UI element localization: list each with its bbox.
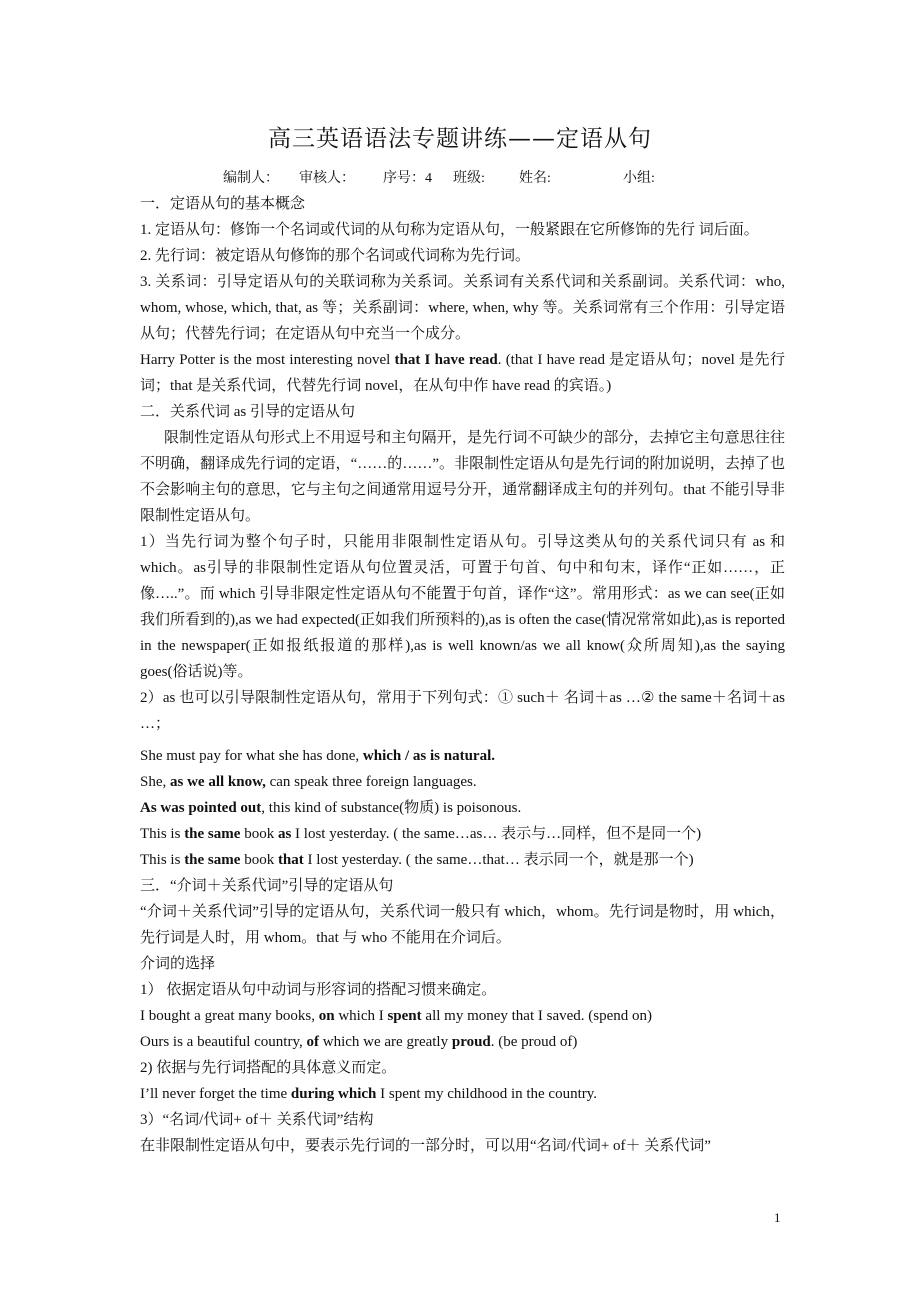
example-highlight: the same: [184, 826, 241, 842]
example-text: I’ll never forget the time: [140, 1086, 291, 1102]
meta-editor: 编制人：: [223, 171, 279, 186]
subheading-preposition-choice: 介词的选择: [140, 956, 216, 972]
page-number: 1: [774, 1210, 781, 1225]
rule-antecedent-meaning: 2) 依据与先行词搭配的具体意义而定。: [140, 1060, 397, 1076]
example-highlight: As was pointed out: [140, 800, 262, 816]
rule-preposition-relative: “介词＋关系代词”引导的定语从句，关系代词一般只有 which，whom。先行词是物时，用 which，先行词是人时，用 whom。that 与 who 不能用在介词后。: [140, 904, 785, 946]
example-text: , this kind of substance(物质) is poisonous.: [261, 800, 522, 816]
example-highlight: that I have read: [394, 352, 498, 368]
rule-as-restrictive: 2）as 也可以引导限制性定语从句，常用于下列句式：① such＋ 名词＋as …② the same＋名词＋as …；: [140, 690, 785, 732]
example-substance: [140, 795, 785, 821]
example-same-as: [140, 821, 785, 847]
example-highlight: proud: [451, 1034, 491, 1050]
example-highlight: as we all know,: [170, 774, 266, 790]
example-text: which I: [334, 1008, 388, 1024]
example-note: . (that I have read 是定语从句；novel 是先行词；that 是关系代词，代替先行词 novel，在从句中作 have read 的宾语。): [140, 352, 785, 394]
example-text: I spent my childhood in the country.: [376, 1086, 598, 1102]
example-text: which we are greatly: [319, 1034, 452, 1050]
meta-group: 小组:: [623, 171, 655, 186]
example-highlight: that: [277, 852, 304, 868]
section-1-heading: 一．定语从句的基本概念: [140, 196, 306, 212]
example-text: . (be proud of): [490, 1034, 578, 1050]
example-proud-of: [140, 1029, 785, 1055]
meta-class: 班级:: [453, 171, 485, 186]
example-spend-on: [140, 1003, 785, 1029]
document-body: [140, 191, 785, 1159]
example-text: Harry Potter is the most interesting novel: [140, 352, 395, 368]
rule-noun-of-relative: 3）“名词/代词+ of＋ 关系代词”结构: [140, 1112, 374, 1128]
document-title: 高三英语语法专题讲练——定语从句: [268, 126, 652, 152]
section-2-intro: 限制性定语从句形式上不用逗号和主句隔开，是先行词不可缺少的部分，去掉它主句意思往往不明确，翻译成先行词的定语，“……的……”。非限制性定语从句是先行词的附加说明，去掉了也不会影响主句的意思，它与主句之间通常用逗号分开，通常翻译成主句的并列句。that 不能引导非限制性定语从句。: [140, 430, 785, 524]
example-highlight: during which: [290, 1086, 377, 1102]
example-highlight: which / as is natural.: [362, 748, 495, 764]
example-natural: [140, 743, 785, 769]
example-text: She must pay for what she has done,: [140, 748, 363, 764]
meta-name: 姓名:: [519, 171, 551, 186]
rule-collocation: 1） 依据定语从句中动词与形容词的搭配习惯来确定。: [140, 982, 497, 998]
section-3-heading: 三．“介词＋关系代词”引导的定语从句: [140, 878, 394, 894]
example-highlight: on: [318, 1008, 335, 1024]
example-text: can speak three foreign languages.: [265, 774, 477, 790]
example-text: Ours is a beautiful country,: [140, 1034, 307, 1050]
example-text: This is: [140, 826, 185, 842]
example-text: This is: [140, 852, 185, 868]
example-text: I bought a great many books,: [140, 1008, 319, 1024]
example-during-which: [140, 1081, 785, 1107]
example-harry-potter: [140, 347, 785, 399]
example-text: all my money that I saved. (spend on): [421, 1008, 653, 1024]
example-text: book: [240, 826, 278, 842]
example-text: I lost yesterday. ( the same…as… 表示与…同样，但不是同一个): [291, 826, 702, 842]
rule-as-nonrestrictive: 1）当先行词为整个句子时，只能用非限制性定语从句。引导这类从句的关系代词只有 as 和 which。as引导的非限制性定语从句位置灵活，可置于句首、句中和句末，译作“正如……，正像…..”。而 which 引导非限定性定语从句不能置于句首，译作“这”。常用形式：as we can see(正如我们所看到的),as we had expected(正如我们所预料的),as is often the case(情况常常如此),as is reported in the newspaper(正如报纸报道的那样),as is well known/as we all know(众所周知),as the saying goes(俗话说)等。: [140, 534, 785, 680]
example-highlight: spent: [387, 1008, 422, 1024]
definition-antecedent: 2. 先行词：被定语从句修饰的那个名词或代词称为先行词。: [140, 248, 531, 264]
example-highlight: the same: [184, 852, 241, 868]
section-2-heading: 二．关系代词 as 引导的定语从句: [140, 404, 355, 420]
example-text: She,: [140, 774, 170, 790]
meta-serial: 序号：4: [383, 171, 432, 186]
definition-attributive-clause: 1. 定语从句：修饰一个名词或代词的从句称为定语从句，一般紧跟在它所修饰的先行 词后面。: [140, 222, 759, 238]
meta-line: [223, 167, 655, 187]
example-text: I lost yesterday. ( the same…that… 表示同一个，就是那一个): [303, 852, 694, 868]
definition-relative-word: 3. 关系词：引导定语从句的关联词称为关系词。关系词有关系代词和关系副词。关系代词：who, whom, whose, which, that, as 等；关系副词：where, when, why 等。关系词常有三个作用：引导定语从句；代替先行词；在定语从句中充当一个成分。: [140, 274, 785, 342]
rule-noun-of-relative-text: 在非限制性定语从句中，要表示先行词的一部分时，可以用“名词/代词+ of＋ 关系代词”: [140, 1138, 711, 1154]
example-text: book: [240, 852, 278, 868]
example-same-that: [140, 847, 785, 873]
example-highlight: as: [277, 826, 292, 842]
example-highlight: of: [306, 1034, 319, 1050]
meta-reviewer: 审核人：: [299, 171, 355, 186]
example-languages: [140, 769, 785, 795]
